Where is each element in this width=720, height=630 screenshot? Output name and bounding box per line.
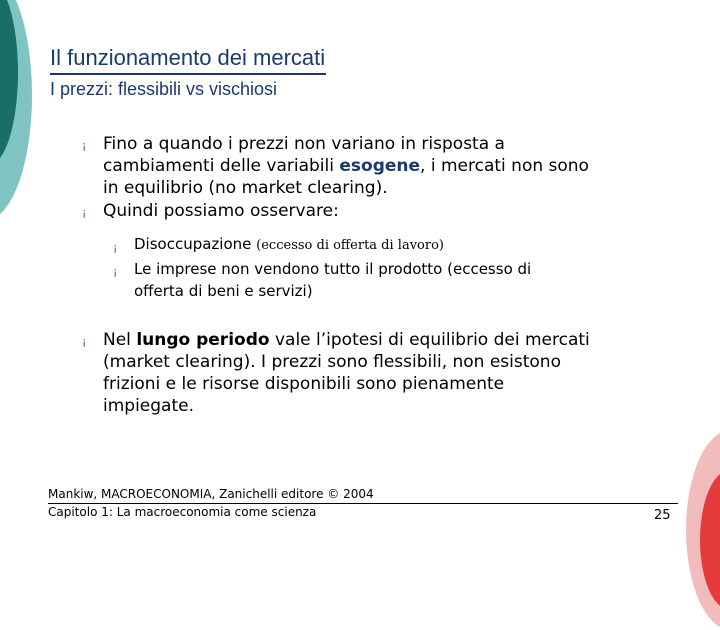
footer-divider <box>48 503 678 504</box>
bullet-3-post: vale l’ipotesi di equilibrio dei mercati <box>269 330 590 350</box>
slide-title: Il funzionamento dei mercati <box>50 45 326 70</box>
sub-bullet-marker: ¡ <box>113 241 118 254</box>
sub-bullet-1 <box>134 233 444 257</box>
bullet-marker: ¡ <box>82 206 87 219</box>
footer-source: Mankiw, MACROECONOMIA, Zanichelli editore © 2004 <box>48 487 374 501</box>
sub-bullet-2-line-2: offerta di beni e servizi) <box>134 282 313 300</box>
bullet-3-line-3: frizioni e le risorse disponibili sono pienamente <box>103 374 505 394</box>
bullet-marker: ¡ <box>82 335 87 348</box>
title-underline <box>50 73 326 75</box>
slide-subtitle: I prezzi: flessibili vs vischiosi <box>50 79 278 99</box>
sub-bullet-marker: ¡ <box>113 265 118 278</box>
bullet-1-line-2 <box>103 155 589 177</box>
bullet-3-line-1 <box>103 329 590 351</box>
bullet-marker: ¡ <box>82 139 87 152</box>
bullet-1-line-2-start: cambiamenti delle variabili <box>103 156 340 176</box>
bullet-3-line-2: (market clearing). I prezzi sono flessibili, non esistono <box>103 352 561 372</box>
bullet-3-pre: Nel <box>103 330 137 350</box>
bullet-3-line-4: impiegate. <box>103 396 194 416</box>
footer-chapter: Capitolo 1: La macroeconomia come scienza <box>48 505 317 519</box>
sub-bullet-1-main: Disoccupazione <box>134 235 252 253</box>
keyword-lungo-periodo: lungo periodo <box>136 330 270 350</box>
bullet-2-text: Quindi possiamo osservare: <box>103 201 339 221</box>
sub-bullet-2-line-1: Le imprese non vendono tutto il prodotto (eccesso di <box>134 260 532 278</box>
bullet-1-line-3: in equilibrio (no market clearing). <box>103 178 388 198</box>
bullet-1-line-1: Fino a quando i prezzi non variano in risposta a <box>103 134 505 154</box>
sub-bullet-1-note: (eccesso di offerta di lavoro) <box>256 238 444 253</box>
bullet-1-text <box>103 133 589 199</box>
bullet-1-line-2-end: , i mercati non sono <box>420 156 589 176</box>
page-number: 25 <box>654 508 671 523</box>
bullet-3-text <box>103 329 590 417</box>
sub-bullet-2 <box>134 258 531 302</box>
keyword-esogene: esogene <box>339 156 421 176</box>
